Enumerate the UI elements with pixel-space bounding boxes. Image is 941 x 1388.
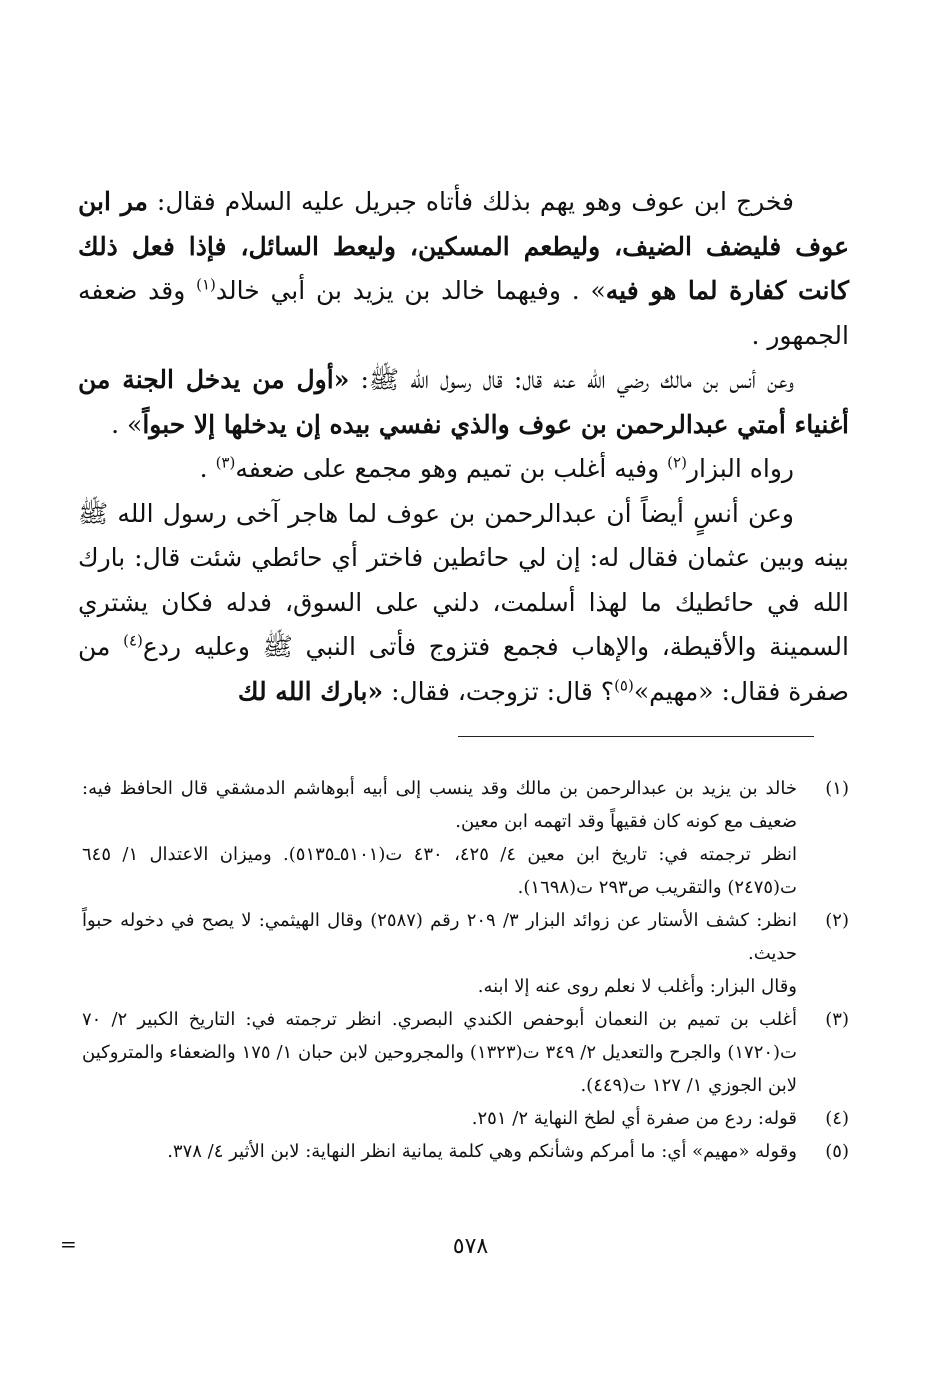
hadith-quote: «أول من يدخل الجنة من أغنياء أمتي عبدالرحمن بن عوف والذي نفسي بيده إن يدخلها إلا حبواً xyxy=(78,365,849,439)
footnote-number: (٣) xyxy=(825,1009,849,1030)
text-run: وفيه أغلب بن تميم وهو مجمع على ضعفه xyxy=(235,454,668,483)
footnote-text: قوله: ردع من صفرة أي لطخ النهاية ٢/ ٢٥١. xyxy=(471,1108,797,1129)
text-run: وعن أنسٍ أيضاً أن عبدالرحمن بن عوف لما هاجر آخى رسول الله ﷺ بينه وبين عثمان فقال له: إن لي حائطين فاختر أي حائطي شئت قال: بارك الله في حائطيك ما لهذا أسلمت، دلني على السوق، فدله فكان يشتري السمينة والأقيطة، والإهاب فجمع فتزوج فأتى النبي ﷺ وعليه ردع xyxy=(78,498,849,661)
margin-mark: = xyxy=(60,1232,77,1256)
text-run: وقد ضعفه الجمهور . xyxy=(78,276,849,350)
footnote-text: خالد بن يزيد بن عبدالرحمن بن مالك وقد ينسب إلى أبيه أبوهاشم الدمشقي قال الحافظ فيه: ضعيف مع كونه كان فقيهاً وقد اتهمه ابن معين. xyxy=(82,778,797,832)
footnotes xyxy=(82,772,849,1168)
footnote-ref: (٤) xyxy=(123,631,143,650)
footnote-ref: (١) xyxy=(196,275,216,294)
footnote-ref: (٢) xyxy=(667,453,687,472)
footnote-number: (٢) xyxy=(825,910,849,931)
paragraph-2 xyxy=(78,358,849,447)
footnote-1 xyxy=(82,772,849,838)
footnote-continuation: انظر ترجمته في: تاريخ ابن معين ٤/ ٤٢٥، ٤٣٠ ت(٥١٠١ـ٥١٣٥). وميزان الاعتدال ١/ ٦٤٥ ت(٢٤٧٥) والتقريب ص٢٩٣ ت(١٦٩٨). xyxy=(82,844,797,898)
paragraph-4 xyxy=(78,492,849,715)
footnote-ref: (٥) xyxy=(614,676,634,695)
text-run: فخرج ابن عوف وهو يهم بذلك فأتاه جبريل عليه السلام فقال: xyxy=(147,187,794,216)
footnote-separator xyxy=(458,736,814,737)
footnote-number: (١) xyxy=(825,778,849,799)
hadith-quote: مر ابن عوف فليضف الضيف، وليطعم المسكين، وليعط السائل، فإذا فعل ذلك كانت كفارة لما هو فيه xyxy=(78,187,849,305)
text-run: . xyxy=(199,454,216,483)
footnote-4 xyxy=(82,1102,849,1135)
footnote-3 xyxy=(82,1003,849,1102)
footnote-continuation: وقال البزار: وأغلب لا نعلم روى عنه إلا ابنه. xyxy=(477,976,797,997)
footnote-2 xyxy=(82,904,849,970)
footnote-number: (٤) xyxy=(825,1108,849,1129)
text-run: » . وفيهما خالد بن يزيد بن أبي خالد xyxy=(215,276,606,305)
text-run: وعن أنس بن مالك رضي الله عنه قال: قال رسول الله ﷺ: xyxy=(349,365,794,394)
footnote-5 xyxy=(82,1135,849,1168)
text-run: من صفرة فقال: «مهيم» xyxy=(78,632,849,706)
footnote-text: وقوله «مهيم» أي: ما أمركم وشأنكم وهي كلمة يمانية انظر النهاية: لابن الأثير ٤/ ٣٧٨. xyxy=(167,1141,797,1162)
paragraph-1 xyxy=(78,180,849,358)
page-number: ٥٧٨ xyxy=(452,1234,489,1259)
text-run: » . xyxy=(111,409,143,439)
footnote-text: انظر: كشف الأستار عن زوائد البزار ٣/ ٢٠٩ رقم (٢٥٨٧) وقال الهيثمي: لا يصح في دخوله حبواً حديث. xyxy=(82,910,797,964)
text-run: ؟ قال: تزوجت، فقال: xyxy=(383,676,615,706)
hadith-quote: «بارك الله لك xyxy=(237,676,384,706)
footnote-ref: (٣) xyxy=(215,453,236,472)
footnote-number: (٥) xyxy=(825,1141,849,1162)
text-run: رواه البزار xyxy=(686,454,794,483)
paragraph-3 xyxy=(78,447,849,492)
footnote-text: أغلب بن تميم بن النعمان أبوحفص الكندي البصري. انظر ترجمته في: التاريخ الكبير ٢/ ٧٠ ت(١٧٢٠) والجرح والتعديل ٢/ ٣٤٩ ت(١٣٢٣) والمجروحين لابن حبان ١/ ١٧٥ والضعفاء والمتروكين لابن الجوزي ١/ ١٢٧ ت(٤٤٩). xyxy=(82,1009,797,1096)
main-text xyxy=(78,180,849,714)
